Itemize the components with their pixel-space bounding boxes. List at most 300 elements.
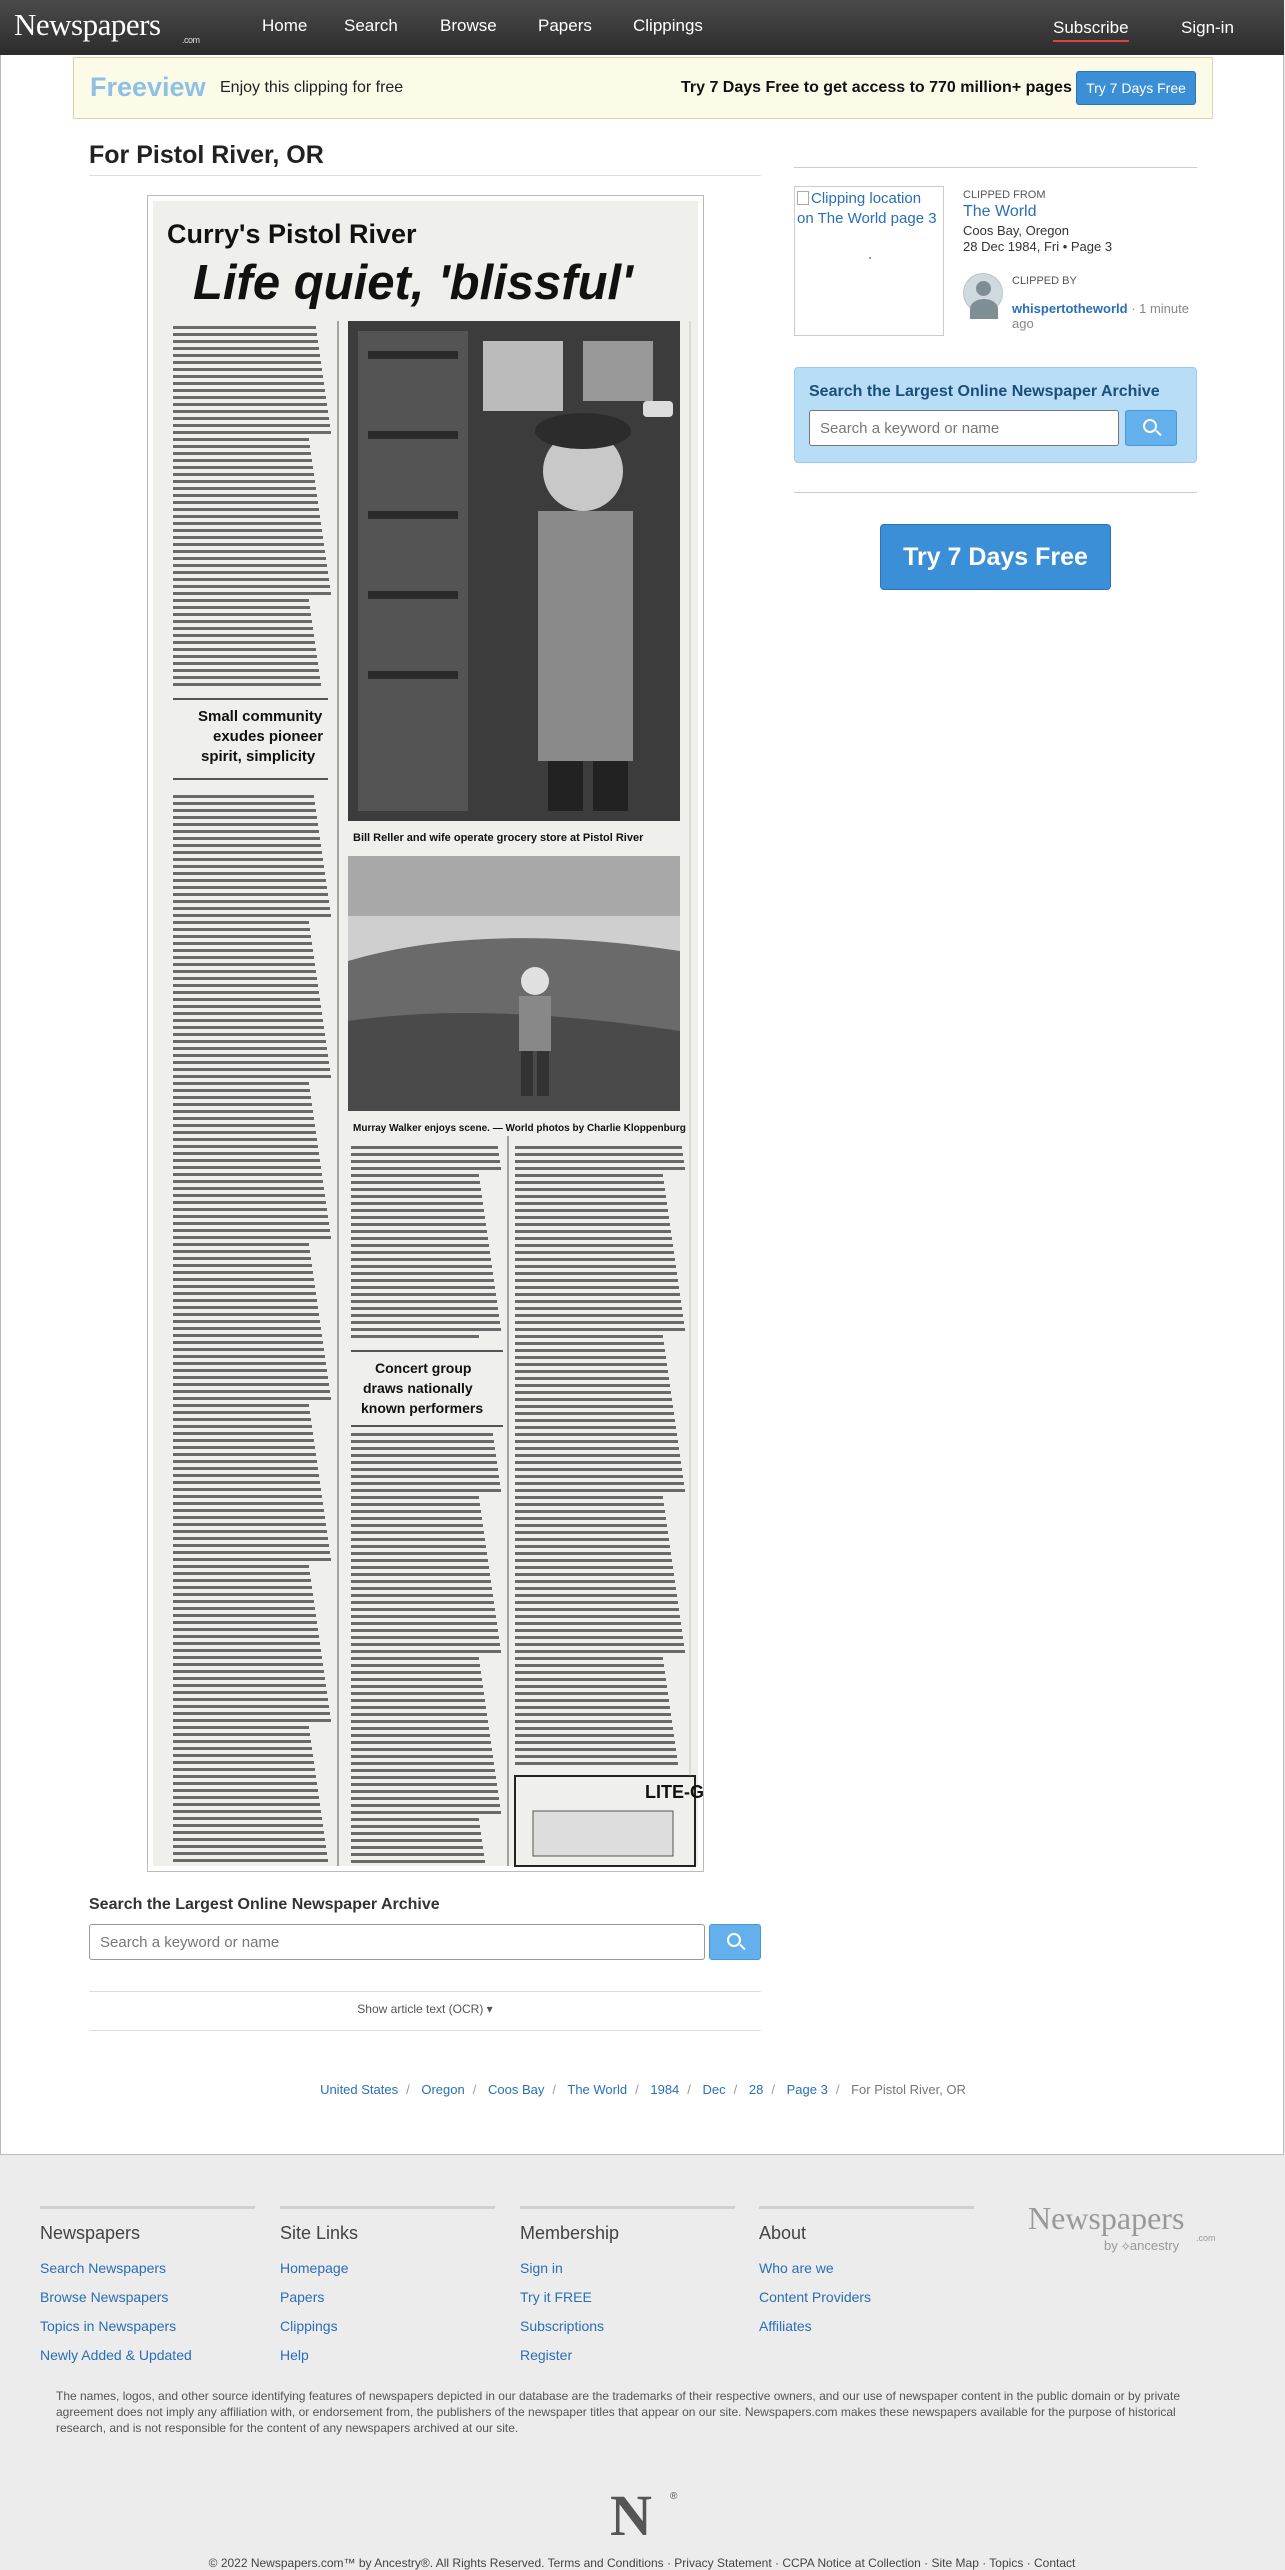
left-search-label: Search the Largest Online Newspaper Archive — [89, 1896, 440, 1913]
clip-text-line — [515, 1363, 667, 1366]
breadcrumb-state[interactable]: Oregon — [421, 2082, 465, 2097]
clip-text-line — [351, 1174, 479, 1177]
clip-text-line — [173, 1838, 325, 1841]
clip-text-line — [173, 1243, 309, 1246]
clip-text-line — [173, 347, 319, 350]
logo-text: Newspapers — [14, 7, 161, 42]
clip-text-line — [173, 620, 312, 623]
clip-text-line — [515, 1188, 665, 1191]
clip-text-line — [173, 1026, 324, 1029]
clipping-image-frame[interactable] — [147, 195, 704, 1872]
clip-text-line — [173, 1495, 322, 1498]
clip-text-line — [515, 1405, 673, 1408]
clip-text-line — [173, 550, 325, 553]
clip-text-line — [351, 1650, 501, 1653]
clip-text-line — [173, 1376, 328, 1379]
clip-text-line — [351, 1818, 479, 1821]
clip-text-line — [515, 1251, 674, 1254]
clip-text-line — [173, 1635, 319, 1638]
clip-text-line — [351, 1559, 488, 1562]
clip-text-line — [351, 1188, 481, 1191]
thumbnail-dot — [869, 257, 871, 259]
clip-text-line — [515, 1293, 680, 1296]
clip-text-line — [173, 606, 310, 609]
clip-text-line — [351, 1433, 493, 1436]
top-navigation-bar — [0, 0, 1284, 55]
clip-text-line — [173, 1698, 328, 1701]
clip-text-line — [173, 1530, 327, 1533]
clip-text-line — [173, 1369, 327, 1372]
clip-text-line — [173, 949, 313, 952]
clip-text-line — [173, 1670, 324, 1673]
footer-link-sign-in[interactable]: Sign in — [520, 2260, 563, 2276]
footer-link-help[interactable]: Help — [280, 2347, 309, 2363]
clip-text-line — [515, 1461, 681, 1464]
clip-text-line — [351, 1237, 488, 1240]
clip-text-line — [173, 1761, 314, 1764]
clip-text-line — [173, 1803, 320, 1806]
clip-text-line — [351, 1454, 496, 1457]
clip-text-line — [173, 1558, 331, 1561]
right-column-divider-top — [794, 167, 1197, 168]
clip-text-line — [173, 1397, 331, 1400]
try-free-big-button[interactable]: Try 7 Days Free — [880, 524, 1111, 590]
clip-text-line — [173, 487, 316, 490]
footer-link-who-are-we[interactable]: Who are we — [759, 2260, 834, 2276]
clip-text-line — [173, 1327, 321, 1330]
clip-text-line — [173, 1005, 321, 1008]
freeview-title: Freeview — [90, 72, 206, 102]
clip-text-line — [173, 872, 325, 875]
clip-text-line — [173, 1131, 316, 1134]
footer-link-search-newspapers[interactable]: Search Newspapers — [40, 2260, 167, 2276]
clip-text-line — [173, 1124, 315, 1127]
clip-text-line — [351, 1314, 499, 1317]
thumbnail-alt-text: Clipping location on The World page 3 — [797, 190, 937, 227]
clip-text-line — [173, 1208, 327, 1211]
clip-subhead-3: spirit, simplicity — [201, 748, 316, 765]
clip-text-line — [173, 459, 312, 462]
nav-search[interactable]: Search — [344, 16, 398, 35]
clip-text-line — [173, 1824, 323, 1827]
clip-text-line — [515, 1209, 668, 1212]
clip-text-line — [351, 1853, 484, 1856]
clip-text-line — [173, 655, 317, 658]
clip-text-line — [515, 1370, 668, 1373]
clip-text-line — [173, 676, 320, 679]
clip-text-line — [515, 1433, 677, 1436]
footer-col-title: Site Links — [280, 2223, 359, 2243]
clip-text-line — [351, 1713, 487, 1716]
clip-text-line — [173, 627, 313, 630]
clip-text-line — [173, 683, 321, 686]
clip-text-line — [351, 1202, 483, 1205]
clip-text-line — [173, 1117, 314, 1120]
clip-text-line — [351, 1629, 498, 1632]
clip-text-line — [173, 1271, 313, 1274]
footer-disclaimer: The names, logos, and other source identifying features of newspapers depicted in our database are the trademarks of their respective owners, and our use of newspaper content in the public domain or by private agreement does not imply any affiliation with, or endorsement from, the publishers of the newspaper titles that appear on our site. Newspapers.com makes these newspapers available for the purpose of historical research, and is not responsible for the content of any newspapers archived at our site. — [56, 2389, 1180, 2435]
left-search-input[interactable] — [89, 1924, 705, 1960]
footer-col-membership — [520, 2206, 735, 2370]
clip-text-line — [515, 1167, 685, 1170]
clip-text-line — [173, 1481, 320, 1484]
clip-text-line — [173, 893, 328, 896]
clip-text-line — [351, 1307, 498, 1310]
nav-signin[interactable]: Sign-in — [1181, 18, 1234, 37]
clip-headline-top: Curry's Pistol River — [167, 219, 417, 249]
clip-text-line — [515, 1734, 674, 1737]
clip-text-line — [351, 1153, 499, 1156]
clip-text-line — [515, 1503, 664, 1506]
clip-text-line — [515, 1622, 681, 1625]
clip-text-line — [173, 389, 325, 392]
clip-text-line — [173, 1810, 321, 1813]
clip-text-line — [173, 1292, 316, 1295]
clip-text-line — [173, 1096, 311, 1099]
left-search-button[interactable] — [709, 1924, 761, 1960]
clip-text-line — [351, 1335, 479, 1338]
clip-text-line — [515, 1720, 672, 1723]
clip-text-line — [173, 1432, 313, 1435]
clip-text-line — [515, 1524, 667, 1527]
right-search-button[interactable] — [1125, 410, 1177, 446]
nav-clippings[interactable]: Clippings — [633, 16, 703, 35]
clipping-location-thumbnail[interactable] — [794, 186, 944, 336]
ocr-divider-bottom — [89, 2030, 761, 2031]
clip-middle-column — [351, 1146, 501, 1863]
clip-text-line — [173, 1684, 326, 1687]
clip-text-line — [173, 1320, 320, 1323]
clip-text-line — [351, 1657, 479, 1660]
clip-text-line — [515, 1664, 664, 1667]
clip-text-line — [173, 1733, 310, 1736]
clip-text-line — [173, 1719, 331, 1722]
clip-text-line — [173, 361, 321, 364]
clip-text-line — [173, 865, 324, 868]
footer-link-register[interactable]: Register — [520, 2347, 573, 2363]
breadcrumb-year[interactable]: 1984 — [650, 2082, 680, 2097]
footer-link-papers[interactable]: Papers — [280, 2289, 325, 2305]
clip-headline-main: Life quiet, 'blissful' — [193, 256, 633, 310]
footer-logo[interactable] — [1028, 2200, 1216, 2243]
clip-text-line — [515, 1615, 680, 1618]
clip-text-line — [173, 585, 330, 588]
clip-right-column — [515, 1146, 685, 1765]
clip-text-line — [173, 1782, 317, 1785]
clip-text-line — [173, 494, 317, 497]
clip-text-line — [351, 1790, 498, 1793]
clip-text-line — [173, 1831, 324, 1834]
clip-text-line — [351, 1566, 489, 1569]
clip-text-line — [173, 1691, 327, 1694]
footer-link-clippings[interactable]: Clippings — [280, 2318, 338, 2334]
nav-papers[interactable]: Papers — [538, 16, 592, 35]
breadcrumb-paper[interactable]: The World — [567, 2082, 628, 2097]
clip-text-line — [173, 1656, 322, 1659]
clip-text-line — [173, 1460, 317, 1463]
clip-text-line — [351, 1692, 484, 1695]
clip-text-line — [173, 1306, 318, 1309]
clip-text-line — [173, 473, 314, 476]
clip-text-line — [515, 1636, 683, 1639]
clip-text-line — [173, 466, 313, 469]
clip-text-line — [351, 1615, 496, 1618]
clip-text-line — [515, 1531, 668, 1534]
clip-text-line — [173, 1152, 319, 1155]
clip-caption-1: Bill Reller and wife operate grocery store at Pistol River — [353, 832, 644, 844]
clip-text-line — [173, 1852, 327, 1855]
clip-text-line — [515, 1671, 665, 1674]
clip-text-line — [351, 1685, 483, 1688]
clipped-by-user-link[interactable]: whispertotheworld — [1012, 301, 1128, 316]
clip-text-line — [351, 1272, 493, 1275]
clipping-image[interactable] — [153, 201, 704, 1866]
clip-text-line — [173, 823, 318, 826]
clip-text-line — [515, 1489, 685, 1492]
clip-text-line — [173, 844, 321, 847]
clip-text-line — [173, 1614, 316, 1617]
footer-logo-suffix: .com — [1196, 2233, 1216, 2243]
breadcrumb-month[interactable]: Dec — [702, 2082, 726, 2097]
clip-text-line — [173, 641, 315, 644]
clip-text-line — [351, 1209, 484, 1212]
page-title: For Pistol River, OR — [89, 141, 324, 169]
search-icon — [727, 1933, 741, 1947]
clip-text-line — [173, 1313, 319, 1316]
clip-text-line — [173, 921, 309, 924]
clip-text-line — [173, 1502, 323, 1505]
clip-text-line — [173, 1551, 330, 1554]
footer-col-rule — [280, 2206, 495, 2209]
clip-text-line — [173, 928, 310, 931]
clip-text-line — [515, 1545, 670, 1548]
clip-text-line — [173, 536, 323, 539]
clip-text-line — [173, 1418, 311, 1421]
footer-col-title: Newspapers — [40, 2223, 141, 2243]
clip-text-line — [351, 1587, 492, 1590]
ocr-toggle[interactable] — [1, 2002, 849, 2016]
clip-text-line — [173, 1817, 322, 1820]
clip-text-line — [173, 669, 319, 672]
clip-text-line — [351, 1741, 491, 1744]
clip-text-line — [351, 1216, 485, 1219]
avatar[interactable] — [963, 273, 1003, 313]
nav-browse[interactable]: Browse — [440, 16, 497, 35]
footer-link-homepage[interactable]: Homepage — [280, 2260, 349, 2276]
footer-col-rule — [40, 2206, 255, 2209]
clip-text-line — [515, 1755, 677, 1758]
clip-text-line — [351, 1286, 495, 1289]
clip-text-line — [173, 410, 328, 413]
clip-text-line — [173, 445, 310, 448]
clip-text-line — [173, 340, 318, 343]
clip-text-line — [515, 1342, 664, 1345]
nav-home[interactable]: Home — [262, 16, 308, 35]
footer-link-content-providers[interactable]: Content Providers — [759, 2289, 872, 2305]
clip-text-line — [351, 1258, 491, 1261]
clip-text-line — [515, 1412, 674, 1415]
footer-col-title: Membership — [520, 2223, 620, 2243]
clip-text-line — [515, 1748, 676, 1751]
clip-text-line — [351, 1832, 481, 1835]
clip-text-line — [173, 1649, 321, 1652]
breadcrumb-country[interactable]: United States — [320, 2082, 399, 2097]
clip-text-line — [351, 1734, 490, 1737]
clip-text-line — [351, 1181, 480, 1184]
clipped-from-date[interactable]: 28 Dec 1984, Fri • Page 3 — [963, 239, 1113, 254]
clip-text-line — [351, 1223, 486, 1226]
clip-text-line — [173, 935, 311, 938]
clip-text-line — [351, 1643, 500, 1646]
footer-link-try-free[interactable]: Try it FREE — [520, 2289, 592, 2305]
clip-text-line — [173, 879, 326, 882]
freeview-try-button[interactable]: Try 7 Days Free — [1076, 71, 1196, 105]
clip-text-line — [515, 1398, 672, 1401]
clip-text-line — [173, 522, 321, 525]
clip-text-line — [515, 1580, 675, 1583]
clip-text-line — [173, 1859, 328, 1862]
clip-text-line — [515, 1482, 684, 1485]
footer-link-subscriptions[interactable]: Subscriptions — [520, 2318, 605, 2334]
clip-text-line — [173, 1222, 329, 1225]
clip-text-line — [173, 1537, 328, 1540]
clip-text-line — [515, 1517, 666, 1520]
clip-text-line — [351, 1720, 488, 1723]
clip-text-line — [351, 1167, 501, 1170]
clipped-from-location: Coos Bay, Oregon — [963, 223, 1069, 238]
clip-text-line — [173, 1257, 311, 1260]
clip-text-line — [515, 1160, 684, 1163]
clip-text-line — [515, 1678, 666, 1681]
clip-text-line — [173, 1411, 310, 1414]
breadcrumb-day[interactable]: 28 — [748, 2082, 764, 2097]
clip-text-line — [173, 1712, 330, 1715]
clip-text-line — [351, 1251, 490, 1254]
site-logo[interactable] — [14, 7, 200, 45]
clip-text-line — [351, 1706, 486, 1709]
clip-text-line — [351, 1664, 480, 1667]
right-search-label: Search the Largest Online Newspaper Archive — [809, 383, 1160, 400]
clip-text-line — [173, 956, 314, 959]
clip-text-line — [515, 1699, 669, 1702]
clip-text-line — [173, 599, 309, 602]
clip-text-line — [173, 592, 331, 595]
clip-text-line — [173, 1663, 323, 1666]
clip-text-line — [515, 1377, 669, 1380]
main-container — [0, 55, 1284, 2155]
logo-suffix: .com — [182, 35, 200, 45]
clip-text-line — [351, 1146, 498, 1149]
clip-text-line — [515, 1216, 669, 1219]
clip-text-line — [351, 1573, 490, 1576]
clip-text-line — [515, 1321, 684, 1324]
clip-text-line — [351, 1482, 500, 1485]
nav-subscribe[interactable]: Subscribe — [1053, 18, 1129, 42]
clip-text-line — [515, 1727, 673, 1730]
clip-text-line — [515, 1629, 682, 1632]
clip-text-line — [173, 1775, 316, 1778]
clip-text-line — [173, 1348, 324, 1351]
breadcrumb-city[interactable]: Coos Bay — [487, 2082, 545, 2097]
clip-text-line — [515, 1692, 668, 1695]
clip-text-line — [515, 1496, 663, 1499]
clip-text-line — [173, 1138, 317, 1141]
clip-text-line — [173, 1754, 313, 1757]
clip-text-line — [173, 1607, 315, 1610]
clip-text-line — [173, 1796, 319, 1799]
clip-text-line — [173, 1159, 320, 1162]
ocr-toggle-label: Show article text (OCR) — [357, 2002, 484, 2016]
registered-mark: ® — [670, 2491, 678, 2502]
clip-text-line — [173, 417, 329, 420]
clip-text-line — [173, 634, 314, 637]
clip-text-line — [173, 837, 320, 840]
clip-text-line — [351, 1699, 485, 1702]
clip-text-line — [173, 1383, 329, 1386]
clip-text-line — [173, 1467, 318, 1470]
clip-text-line — [173, 1488, 321, 1491]
clip-text-line — [173, 1019, 323, 1022]
clip-text-line — [173, 1362, 326, 1365]
clip-text-line — [351, 1475, 499, 1478]
clip-text-line — [173, 1103, 312, 1106]
clip-text-line — [351, 1748, 492, 1751]
clip-text-line — [173, 1040, 326, 1043]
caret-down-icon: ▾ — [486, 2002, 493, 2016]
clip-text-line — [173, 1726, 309, 1729]
footer-link-browse-newspapers[interactable]: Browse Newspapers — [40, 2289, 169, 2305]
clip-text-line — [173, 1229, 330, 1232]
clip-text-line — [351, 1468, 498, 1471]
footer-link-affiliates[interactable]: Affiliates — [759, 2318, 812, 2334]
clip-text-line — [173, 382, 324, 385]
clip-text-line — [173, 396, 326, 399]
clip-text-line — [173, 662, 318, 665]
clip-text-line — [515, 1440, 678, 1443]
clip-text-line — [515, 1181, 664, 1184]
clip-text-line — [173, 1054, 328, 1057]
clip-text-line — [351, 1440, 494, 1443]
clip-text-line — [515, 1426, 676, 1429]
clip-text-line — [173, 1544, 329, 1547]
newspapers-n-logo-icon: N — [610, 2483, 652, 2548]
clip-text-line — [173, 802, 315, 805]
clip-text-line — [515, 1685, 667, 1688]
footer-copyright: © 2022 Newspapers.com™ by Ancestry®. All Rights Reserved. Terms and Conditions · Privacy Statement · CCPA Notice at Collection · Site Map · Topics · Contact — [208, 2556, 1076, 2570]
footer-link-topics[interactable]: Topics in Newspapers — [40, 2318, 177, 2334]
clip-text-line — [515, 1384, 670, 1387]
right-search-input[interactable] — [809, 410, 1119, 446]
clip-text-line — [351, 1594, 493, 1597]
breadcrumb-page[interactable]: Page 3 — [786, 2082, 828, 2097]
clip-text-line — [515, 1300, 681, 1303]
clip-text-line — [515, 1538, 669, 1541]
clip-text-line — [173, 1593, 313, 1596]
clipped-from-label: CLIPPED FROM — [963, 189, 1046, 201]
footer-link-newly-added[interactable]: Newly Added & Updated — [40, 2347, 192, 2363]
clip-text-line — [173, 1264, 312, 1267]
footer-col-site-links — [280, 2206, 495, 2370]
clipped-from-paper-link[interactable]: The World — [963, 203, 1037, 220]
clip-text-line — [351, 1195, 482, 1198]
clip-text-line — [515, 1349, 665, 1352]
clip-text-line — [173, 480, 315, 483]
clip-text-line — [515, 1552, 671, 1555]
clip-text-line — [173, 1110, 313, 1113]
clip-subhead-2: exudes pioneer — [213, 728, 324, 745]
clip-text-line — [173, 431, 331, 434]
clip-text-line — [173, 368, 322, 371]
